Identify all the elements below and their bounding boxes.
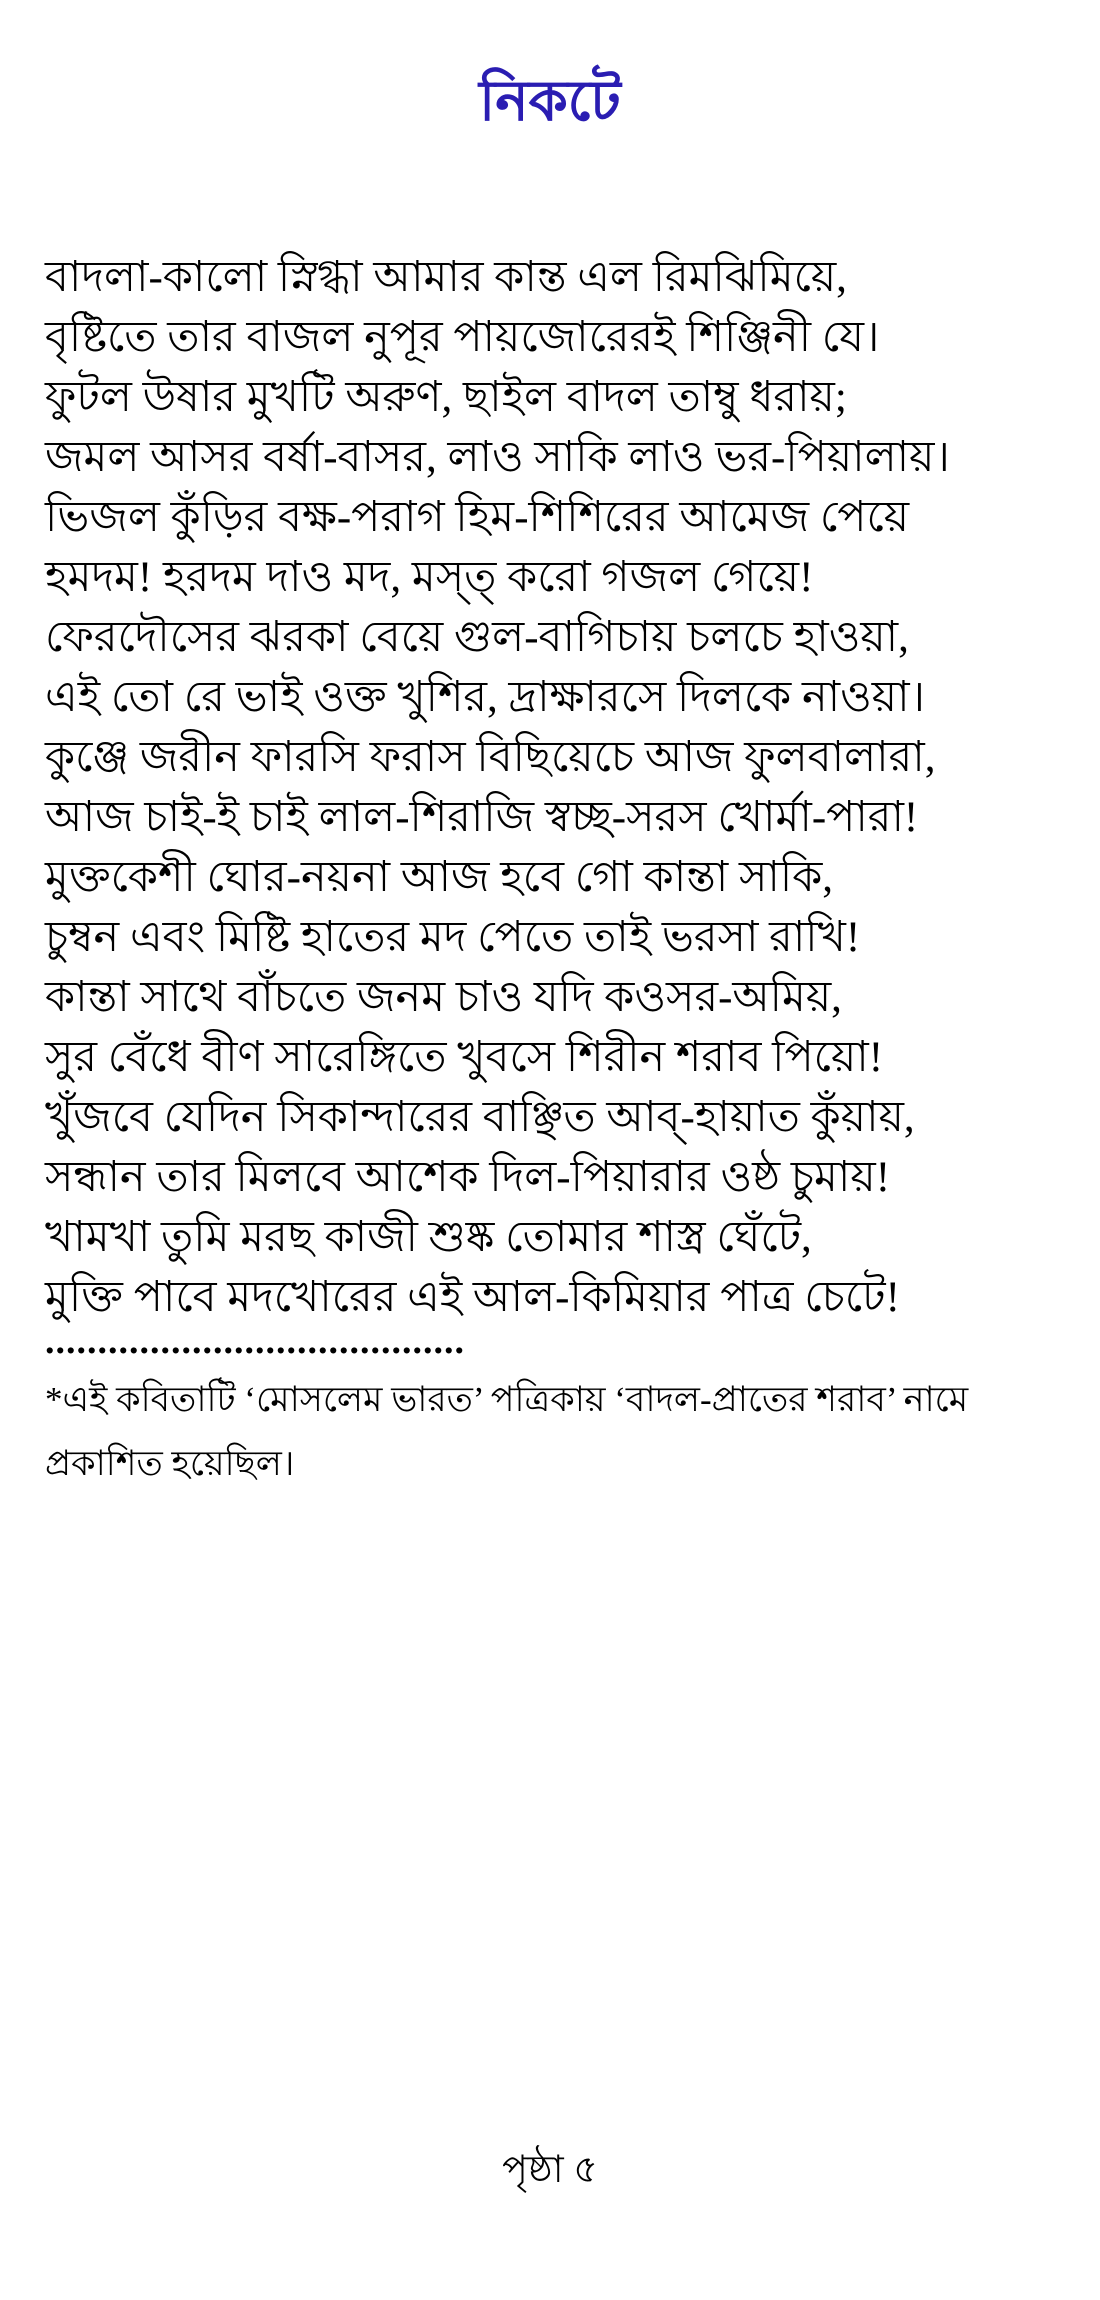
dotted-divider: ........................................ [45,1320,465,1362]
poem-title: নিকটে [479,71,621,133]
poem-line: মুক্তকেশী ঘোর-নয়না আজ হবে গো কান্তা সাকি, [45,854,834,901]
poem-body [45,248,1075,1328]
poem-line: জমল আসর বর্ষা-বাসর, লাও সাকি লাও ভর-পিয়ালায়। [45,434,950,481]
poem-line: বৃষ্টিতে তার বাজল নুপূর পায়জোরেরই শিঞ্জিনী যে। [45,314,880,361]
footnote [45,1368,1075,1496]
footnote-line: প্রকাশিত হয়েছিল। [45,1444,295,1483]
poem-line: এই তো রে ভাই ওক্ত খুশির, দ্রাক্ষারসে দিলকে নাওয়া। [45,674,925,721]
poem-line: আজ চাই-ই চাই লাল-শিরাজি স্বচ্ছ-সরস খোর্মা-পারা! [45,794,919,841]
poem-line: কান্তা সাথে বাঁচতে জনম চাও যদি কওসর-অমিয়, [45,974,842,1021]
poem-line: চুম্বন এবং মিষ্টি হাতের মদ পেতে তাই ভরসা রাখি! [45,914,861,961]
poem-line: খুঁজবে যেদিন সিকান্দারের বাঞ্ছিত আব্-হায়াত কুঁয়ায়, [45,1094,915,1141]
poem-line: সুর বেঁধে বীণ সারেঙ্গিতে খুবসে শিরীন শরাব পিয়ো! [45,1034,884,1081]
page-number: পৃষ্ঠা ৫ [502,2149,598,2191]
poem-line: কুঞ্জে জরীন ফারসি ফরাস বিছিয়েচে আজ ফুলবালারা, [45,734,936,781]
poem-line: বাদলা-কালো স্নিগ্ধা আমার কান্ত এল রিমঝিমিয়ে, [45,254,847,301]
poem-line: মুক্তি পাবে মদখোরের এই আল-কিমিয়ার পাত্র চেটে! [45,1274,900,1321]
poem-line: খামখা তুমি মরছ কাজী শুষ্ক তোমার শাস্ত্র ঘেঁটে, [45,1214,812,1261]
footnote-line: *এই কবিতাটি ‘মোসলেম ভারত’ পত্রিকায় ‘বাদল-প্রাতের শরাব’ নামে [45,1380,969,1419]
poem-line: ফুটল উষার মুখটি অরুণ, ছাইল বাদল তাম্বু ধরায়; [45,374,847,421]
poem-line: হমদম! হরদম দাও মদ, মস্ত্ করো গজল গেয়ে! [45,554,814,601]
poem-line: ভিজল কুঁড়ির বক্ষ-পরাগ হিম-শিশিরের আমেজ পেয়ে [45,494,910,541]
poem-line: ফেরদৌসের ঝরকা বেয়ে গুল-বাগিচায় চলচে হাওয়া, [45,614,909,661]
poem-line: সন্ধান তার মিলবে আশেক দিল-পিয়ারার ওষ্ঠ চুমায়! [45,1154,891,1201]
